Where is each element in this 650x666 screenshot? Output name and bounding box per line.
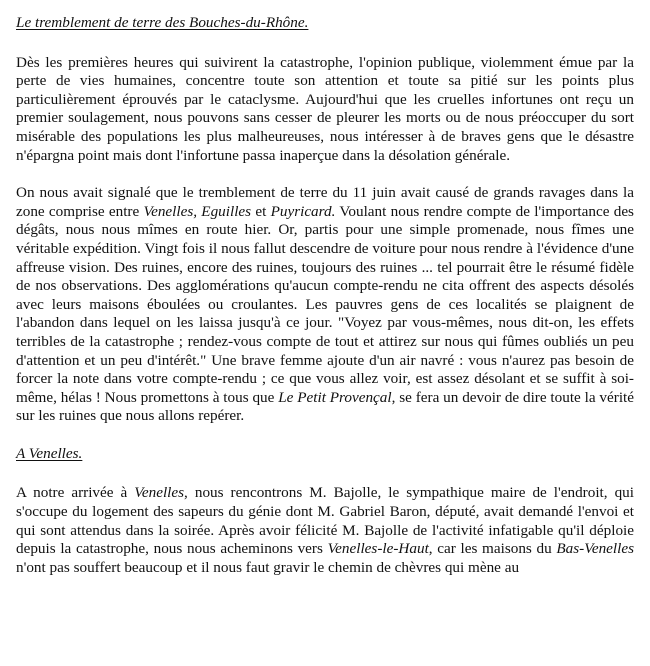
section-heading-venelles: A Venelles. <box>16 444 83 462</box>
text-run: et <box>251 202 271 220</box>
text-run: , car les maisons du <box>428 540 557 558</box>
text-run: n'ont pas souffert beaucoup et il nous faut gravir le chemin de chèvres qui mène au <box>16 558 520 576</box>
place-name: Bas-Venelles <box>556 540 634 558</box>
text-run: , se fera un devoir de dire toute la vérité sur les ruines que nous allons repérer. <box>16 388 635 425</box>
place-name: Puyricard. <box>270 202 336 220</box>
place-name: Venelles, Eguilles <box>143 202 252 220</box>
spacer <box>16 426 634 445</box>
newspaper-name: Le Petit Provençal <box>278 388 392 406</box>
section-heading-earthquake: Le tremblement de terre des Bouches-du-Rhône. <box>16 14 309 31</box>
text-run: , nous rencontrons M. Bajolle, le sympathique maire de l'endroit, qui s'occupe du logement des sapeurs du génie dont M. Gabriel Baron, député, avait demandé l'envoi et qui sont attendus dans la soirée. Après avoir félicité M. Bajolle de l'activité infatigable qu'il déploie depuis la catastrophe, nous nous acheminons vers <box>16 484 634 558</box>
text-run: A notre arrivée à <box>16 484 135 502</box>
spacer <box>16 33 634 54</box>
paragraph-expedition <box>16 184 634 426</box>
document-page <box>16 14 634 577</box>
place-name: Venelles <box>134 484 185 502</box>
paragraph-intro: Dès les premières heures qui suivirent la catastrophe, l'opinion publique, violemment émue par la perte de vies humaines, concentre toute son attention et toute sa pitié sur les points plus particulièrement éprouvés par le cataclysme. Aujourd'hui que les cruelles infortunes ont reçu un premier soulagement, nous pouvons sans cesser de pleurer les morts ou de nous préoccuper du sort misérable des populations les plus malheureuses, nous intéresser à de braves gens que le désastre n'épargna point mais dont l'infortune passa inaperçue dans la désolation générale. <box>16 53 634 164</box>
place-name: Venelles-le-Haut <box>327 540 429 558</box>
spacer <box>16 165 634 184</box>
paragraph-venelles <box>16 484 634 577</box>
spacer <box>16 463 634 484</box>
text-run: Voulant nous rendre compte de l'importance des dégâts, nous nous mîmes en route hier. Or, partis pour une simple promenade, nous fîmes une véritable expédition. Vingt fois il nous fallut descendre de voiture pour nous rendre à l'évidence d'une affreuse vision. Des ruines, encore des ruines, toujours des ruines ... tel pourrait être le résumé fidèle de nos observations. Des agglomérations qu'aucun compte-rendu ne cita offrent des aspects désolés avec leurs maisons éboulées ou croulantes. Les pauvres gens de ces localités se plaignent de l'abandon dans lequel on les laissa jusqu'à ce jour. "Voyez par vous-mêmes, nous dit-on, les effets terribles de la catastrophe ; rendez-vous compte de tout et attirez sur nous qui fûmes oubliés un peu d'attention et un peu d'intérêt." Une brave femme ajoute d'un air navré : vous n'aurez pas besoin de forcer la note dans votre compte-rendu ; ce que vous allez voir, est assez désolant et se suffit à soi-même, hélas ! Nous promettons à tous que <box>16 202 634 406</box>
text-run: On nous avait signalé que le tremblement de terre du 11 juin avait causé de grands ravages dans la zone comprise entre <box>16 184 634 220</box>
